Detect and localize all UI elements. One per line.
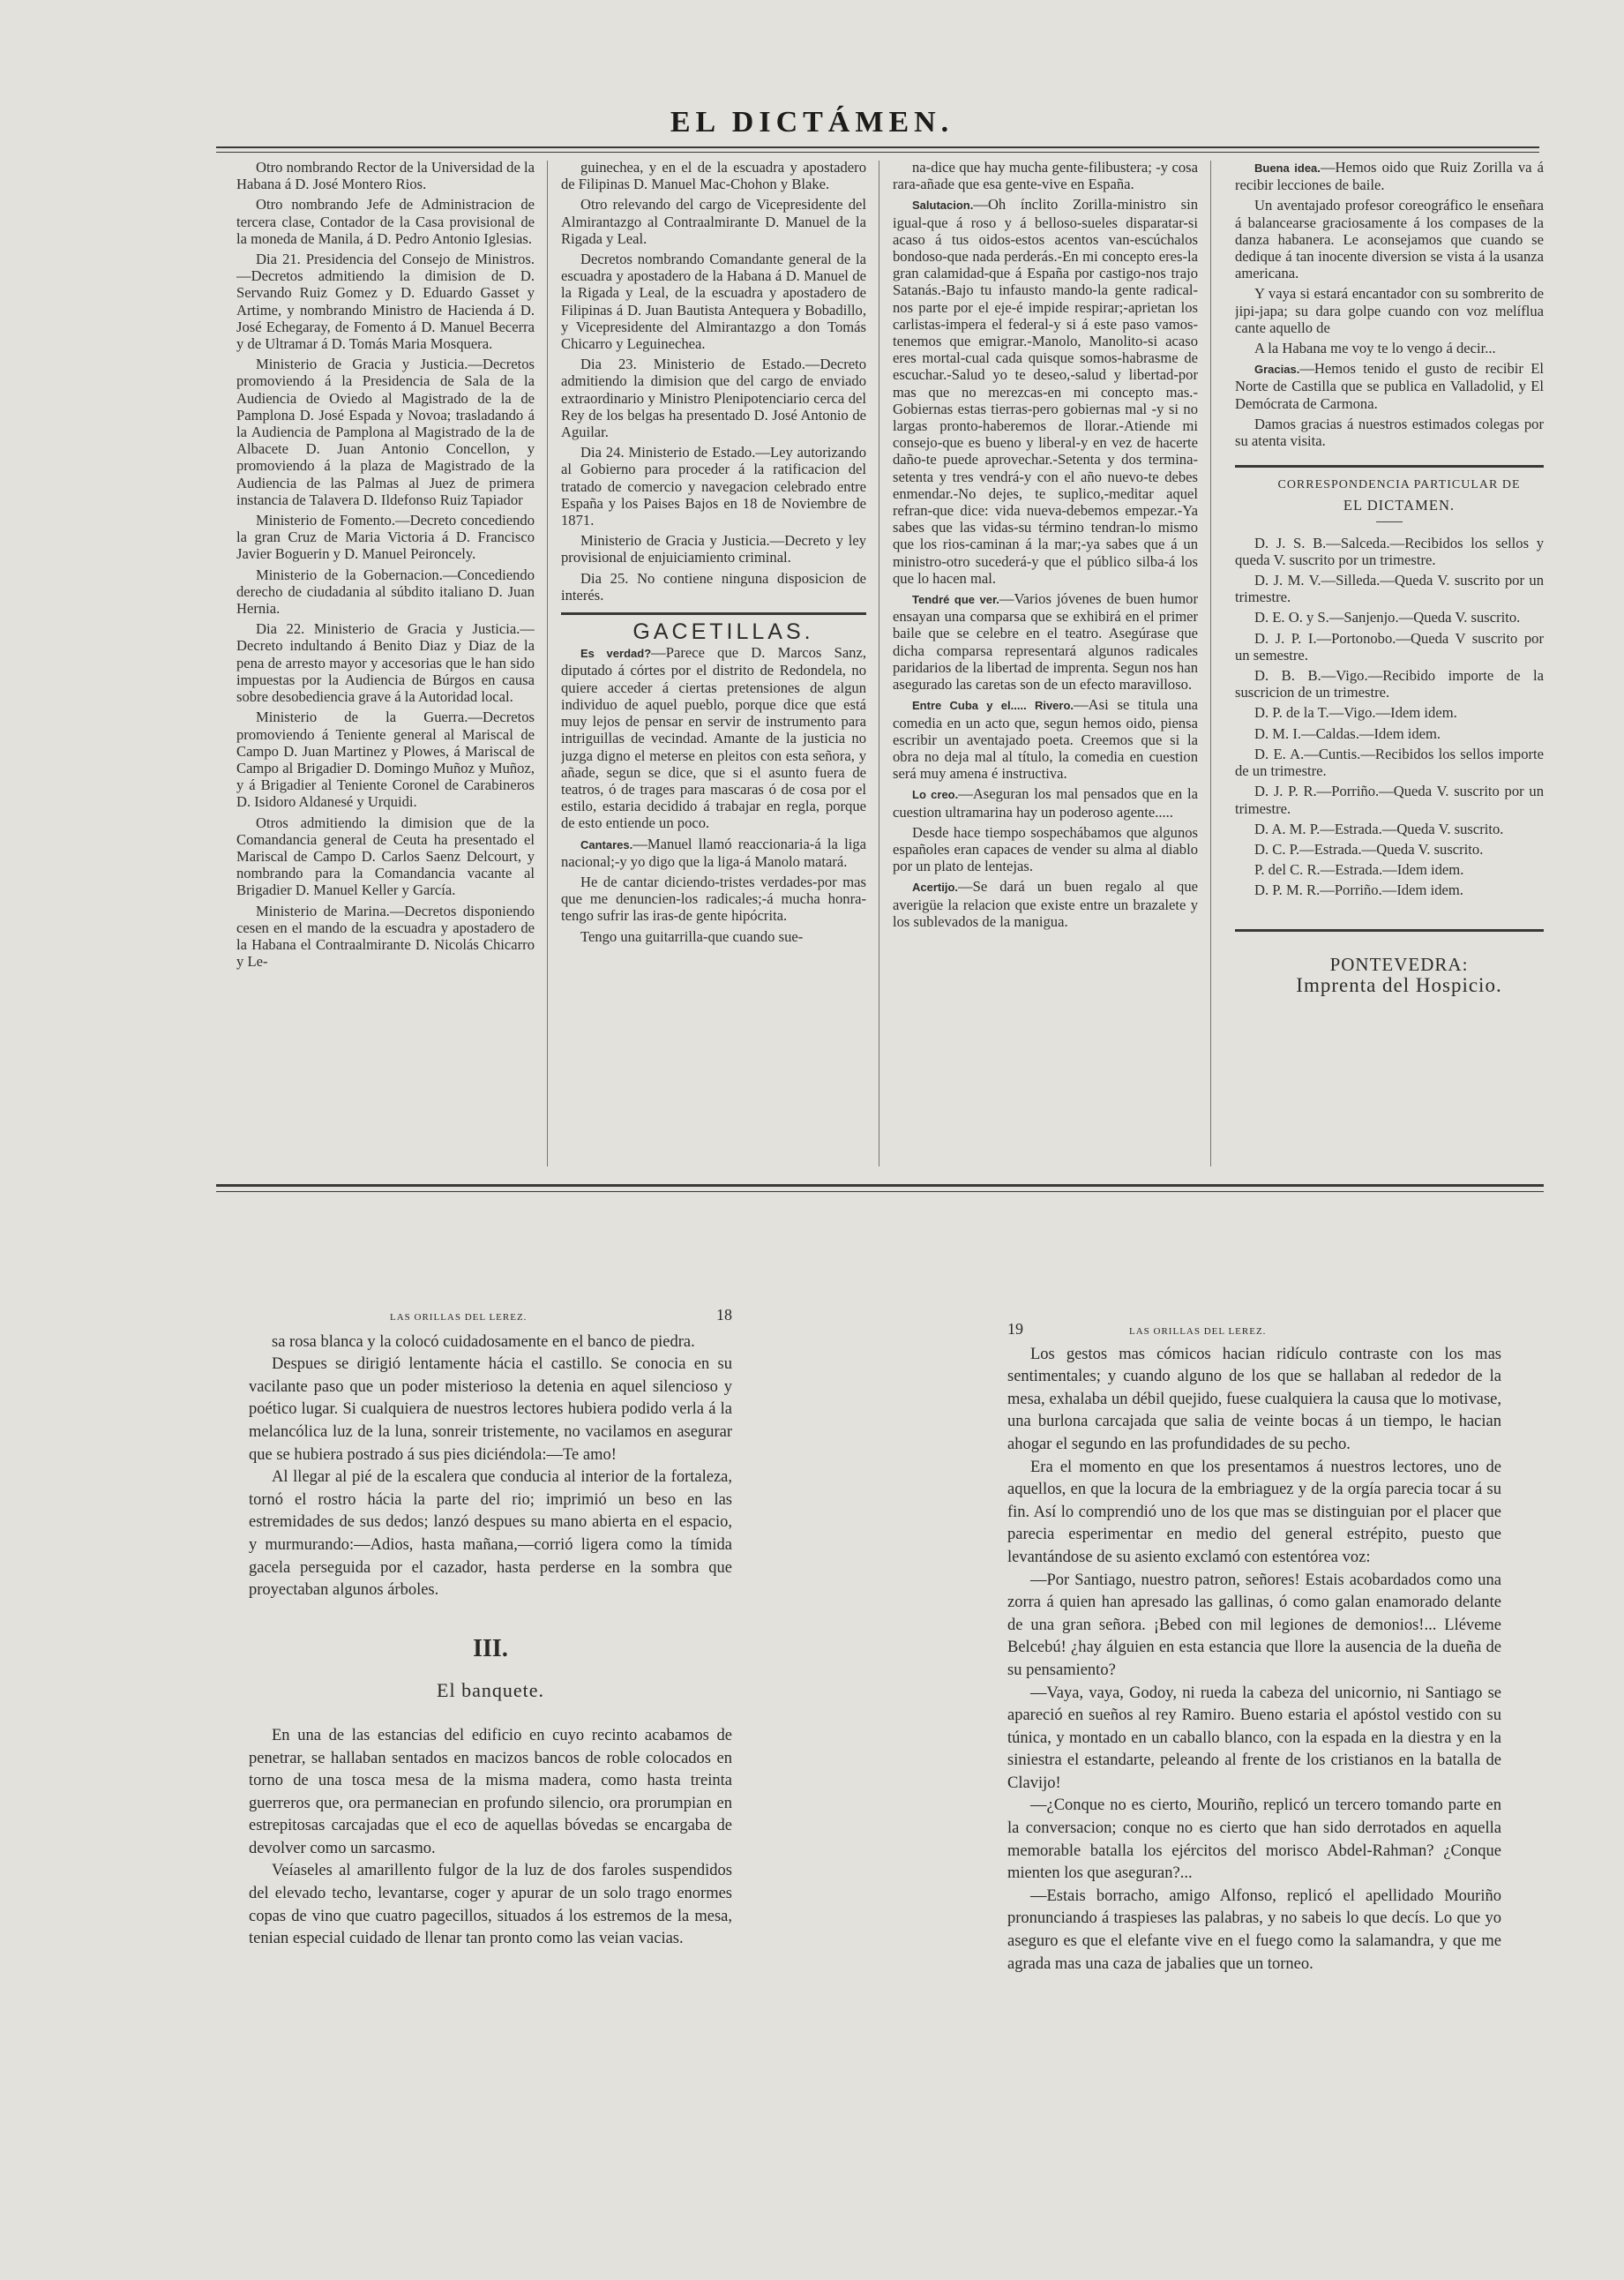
item-label: Cantares.: [580, 837, 633, 851]
short-notes: [1235, 159, 1544, 449]
right-page-number: 19: [1007, 1320, 1023, 1338]
decree-paragraph: Decretos nombrando Comandante general de la escuadra y apostadero de la Habana á D. Manuel de la Rigada y Leal, de la escuadra y apostadero de Filipinas á D. Juan Bautista Antequera y Bobadillo, y Vicepresidente del Almirantazgo a don Tomás Chicarro y Leguinechea.: [561, 251, 866, 353]
gacetilla-item: [561, 644, 866, 831]
correspondence-item: P. del C. R.—Estrada.—Idem idem.: [1254, 861, 1464, 879]
masthead: EL DICTÁMEN.: [670, 106, 954, 139]
column-3: [893, 159, 1198, 1172]
correspondence-item: D. J. S. B.—Salceda.—Recibidos los sellos y queda V. suscrito por un trimestre.: [1235, 534, 1544, 568]
chapter-number: III.: [473, 1634, 508, 1662]
column-divider-3: [1210, 161, 1211, 1166]
correspondence-short-rule: [1376, 521, 1403, 522]
correspondence-item: D. J. P. R.—Porriño.—Queda V. suscrito por un trimestre.: [1235, 783, 1544, 817]
item-text: —Oh ínclito Zorilla-ministro sin igual-que á roso y á belloso-sueles disparatar-si acaso á tus oidos-estos acentos van-escúchalos bondoso-que nada perderás.-En mi concepto eres-la gran calamidad-que á España por castigo-nos trajo Satanás.-Bajo tu infausto mando-la gente radical-nos parte por el eje-é impide respirar;-aprietan los carlistas-impera el federal-y si á este paso vamos-tenemos que emigrar.-Manolo, Manolito-si acaso eres mortal-cual cada quisque somos-habrasme de escuchar.-Salud yo te deseo,-salud y libertad-por mas que no merezcas-en mi concepto mas.-Gobiernas estas tierras-pero gobiernas mal -y si no largas pronto-haberemos de llorar.-Atiende mi consejo-que es bueno y liberal-y en vez de hacerte daño-te puede aprovechar.-Setenta y dos termina-setenta y tres vendrá-y con el año nuevo-te debes enmendar.-No dejes, te suplico,-meditar aquel refran-que dice: vida nueva-debemos empezar.-Ya sabes que las vidas-su término tendran-lo mismo que los rios-caminan á la mar;-ya sabes que á un ministro-otro sucederá-y que el público silba-á los que lo hacen mal.: [893, 196, 1198, 587]
chapter-title: El banquete.: [437, 1679, 544, 1702]
correspondence-item: D. M. I.—Caldas.—Idem idem.: [1254, 724, 1441, 742]
book-page-right: [1007, 1318, 1501, 2095]
gacetilla-item: [893, 590, 1198, 693]
gacetillas-items: [561, 644, 866, 944]
masthead-rule-bottom: [216, 152, 1539, 153]
correspondence-item: D. E. O. y S.—Sanjenjo.—Queda V. suscrito.: [1254, 609, 1521, 626]
note-item: [1235, 159, 1544, 193]
item-text: He de cantar diciendo-tristes verdades-por mas que me denuncien-los radicales;-á mucha honra-tengo sufrir las iras-de gente hipócrita.: [561, 873, 866, 925]
item-text: A la Habana me voy te lo vengo á decir...: [1254, 340, 1496, 357]
decree-paragraph: Dia 23. Ministerio de Estado.—Decreto admitiendo la dimision que del cargo de enviado extraordinario y Ministro Plenipotenciario cerca del Rey de los belgas ha presentado D. José Antonio de Aguilar.: [561, 356, 866, 441]
book-paragraph: Era el momento en que los presentamos á nuestros lectores, uno de aquellos, en que la locura de la embriaguez y de la orgía parecia tocar á su fin. Así lo comprendió uno de los que mas se distinguian por el placer que parecia esperimentar en medio del general estrépito, puesto que levantándose de su asiento exclamó con estentórea voz:: [1007, 1458, 1501, 1566]
gacetilla-item: [561, 874, 866, 925]
correspondence-item: D. P. M. R.—Porriño.—Idem idem.: [1254, 881, 1463, 899]
item-text: na-dice que hay mucha gente-filibustera; -y cosa rara-añade que esa gente-vive en España.: [893, 159, 1198, 193]
correspondence-item: D. E. A.—Cuntis.—Recibidos los sellos importe de un trimestre.: [1235, 745, 1544, 780]
correspondence-item: D. J. M. V.—Silleda.—Queda V. suscrito por un trimestre.: [1235, 572, 1544, 606]
item-text: —Hemos tenido el gusto de recibir El Norte de Castilla que se publica en Valladolid, y El Demócrata de Carmona.: [1235, 360, 1544, 412]
item-text: —Hemos oido que Ruiz Zorilla va á recibir lecciones de baile.: [1235, 159, 1544, 194]
correspondence-item: D. C. P.—Estrada.—Queda V. suscrito.: [1254, 840, 1484, 858]
correspondence-rule: [1235, 465, 1544, 468]
book-paragraph: —Por Santiago, nuestro patron, señores! Estais acobardados como una zorra á quien han apresado las gallinas, ó como galan enamorado delante de una gran señora. ¡Bebed con mil legiones de demonios!... Lléveme Belcebú! ¿hay álguien en esta estancia que llore la ausencia de la dueña de su pensamiento?: [1007, 1571, 1501, 1679]
item-label: Lo creo.: [912, 788, 959, 802]
book-paragraph: —Vaya, vaya, Godoy, ni rueda la cabeza del unicornio, ni Santiago se apareció en sueños al rey Ramiro. Bueno estaria el apóstol vestido con su túnica, y montado en un caballo blanco, con la espada en la diestra y en la siniestra el estandarte, peleando al frente de los cristianos en la batalla de Clavijo!: [1007, 1684, 1501, 1792]
item-label: Acertijo.: [912, 881, 959, 895]
item-text: Tengo una guitarrilla-que cuando sue-: [580, 927, 804, 945]
decree-paragraph: Dia 25. No contiene ninguna disposicion de interés.: [561, 569, 866, 604]
item-text: Desde hace tiempo sospechábamos que algunos españoles eran capaces de vender su alma al diablo por un plato de lentejas.: [893, 823, 1198, 875]
book-paragraph: —¿Conque no es cierto, Mouriño, replicó un tercero tomando parte en la conversacion; conque no es cierto que han sido derrotados en aquella memorable batalla los ejércitos del morisco Abdel-Rahman? ¿Conque mienten los que aseguran?...: [1007, 1796, 1501, 1883]
left-page-text: [249, 1331, 732, 1602]
book-paragraph: Los gestos mas cómicos hacian ridículo contraste con los mas sentimentales; y cuando alguno de los que se hallaban al rededor de la mesa, exhalaba un débil quejido, fuese cualquiera la causa que lo motivase, una burlona carcajada que salia de veinte bocas á un tiempo, le hacian ahogar el segundo en las profundidades de su pecho.: [1007, 1345, 1501, 1453]
item-label: Salutacion.: [912, 199, 974, 213]
book-paragraph: Veíaseles al amarillento fulgor de la luz de dos faroles suspendidos del elevado techo, levantarse, coger y apurar de un solo trago enormes copas de vino que cuatro pagecillos, situados á los estremos de la mesa, tenian especial cuidado de llenar tan pronto como las veian vacias.: [249, 1862, 732, 1948]
note-item: [1235, 285, 1544, 336]
decree-paragraph: Ministerio de la Guerra.—Decretos promoviendo á Teniente general al Mariscal de Campo D. Juan Martinez y Plowes, á Mariscal de Campo al Brigadier D. Domingo Muñoz y Muñoz, y á Brigadier al Teniente Coronel de Carabineros D. Isidoro Aldanesé y Urquidi.: [236, 709, 535, 811]
column-divider-1: [547, 161, 548, 1166]
item-text: Damos gracias á nuestros estimados colegas por su atenta visita.: [1235, 415, 1544, 450]
left-running-head: LAS ORILLAS DEL LEREZ.: [390, 1312, 528, 1323]
gacetilla-item: [893, 785, 1198, 820]
gacetilla-item: [893, 696, 1198, 782]
correspondence-heading: CORRESPONDENCIA PARTICULAR DE: [1277, 478, 1521, 492]
gacetilla-item: [893, 196, 1198, 587]
note-item: [1235, 360, 1544, 412]
gacetillas-heading: GACETILLAS.: [632, 619, 814, 645]
decree-paragraph: Otro nombrando Jefe de Administracion de tercera clase, Contador de la Casa provisional de la moneda de Manila, á D. Pedro Antonio Iglesias.: [236, 196, 535, 247]
item-text: —Se dará un buen regalo al que averigüe la relacion que existe entre un brazalete y los sublevados de la manigua.: [893, 878, 1198, 930]
gacetilla-item: [893, 159, 1198, 192]
decree-paragraph: Otros admitiendo la dimision que de la Comandancia general de Ceuta ha presentado el Mariscal de Campo D. Carlos Saenz Delcourt, y nombrando para la Comandancia vacante al Brigadier D. Manuel Keller y García.: [236, 814, 535, 899]
note-item: [1235, 197, 1544, 281]
decree-paragraph: Dia 24. Ministerio de Estado.—Ley autorizando al Gobierno para proceder á la ratificacion del tratado de comercio y navegacion celebrado entre España y los Paises Bajos en 18 de Noviembre de 1871.: [561, 444, 866, 529]
correspondence-item: D. P. de la T.—Vigo.—Idem idem.: [1254, 704, 1457, 722]
item-text: Un aventajado profesor coreográfico le enseñara á balancearse graciosamente á los compases de la danza habanera. Le aconsejamos que cuando se dedique á tan inocente diversion se vista á la usanza americana.: [1235, 197, 1544, 282]
gacetilla-item: [561, 836, 866, 870]
masthead-rule-top: [216, 146, 1539, 148]
imprint-city: PONTEVEDRA:: [1329, 953, 1469, 975]
book-paragraph: En una de las estancias del edificio en cuyo recinto acabamos de penetrar, se hallaban sentados en macizos bancos de roble colocados en torno de una tosca mesa de la misma madera, como hasta treinta guerreros que, ora permanecian en profundo silencio, ora prorumpian en estrepitosas carcajadas que el eco de aquellas bóvedas se encargaba de devolver como un sarcasmo.: [249, 1726, 732, 1857]
gacetilla-item: [561, 928, 866, 945]
book-paragraph: Al llegar al pié de la escalera que conducia al interior de la fortaleza, tornó el rostro hácia la parte del rio; imprimió un beso en las estremidades de sus dedos; lanzó despues su mano abierta en el espacio, y murmurando:—Adios, hasta mañana,—corrió ligera como la tímida gacela perseguida por el cazador, hasta perderse en la sombra que proyectaban algunos árboles.: [249, 1468, 732, 1600]
gacetilla-item: [893, 878, 1198, 930]
item-label: Gracias.: [1254, 363, 1300, 377]
note-item: [1235, 416, 1544, 449]
official-decrees-continued: [561, 159, 866, 604]
item-text: Y vaya si estará encantador con su sombrerito de jipi-japa; su dara golpe cuando con voz melíflua cante aquello de: [1235, 285, 1544, 336]
decree-paragraph: Ministerio de Gracia y Justicia.—Decreto y ley provisional de enjuiciamiento criminal.: [561, 532, 866, 566]
column-1: [236, 159, 535, 1172]
column-4: [1235, 159, 1544, 1172]
section-bottom-rule-1: [216, 1184, 1544, 1187]
left-page-text-2: [249, 1725, 732, 1951]
decree-paragraph: Ministerio de Fomento.—Decreto concediendo la gran Cruz de Maria Victoria á D. Francisco Javier Boguerin y D. Manuel Peironcely.: [236, 512, 535, 563]
gacetillas-rule: [561, 612, 866, 615]
book-page-left: [249, 1304, 732, 2081]
section-bottom-rule-2: [216, 1191, 1544, 1192]
item-text: —Manuel llamó reaccionaria-á la liga nacional;-y yo digo que la liga-á Manolo matará.: [561, 835, 866, 870]
correspondence-subheading: EL DICTAMEN.: [1343, 497, 1456, 514]
decree-paragraph: Dia 22. Ministerio de Gracia y Justicia.—Decreto indultando á Benito Diaz y Diaz de la pena de arresto mayor y accesorias que le han sido impuestas por la Audiencia de Búrgos en causa sobre desobediencia grave á la Autoridad local.: [236, 620, 535, 706]
book-paragraph: —Estais borracho, amigo Alfonso, replicó el apellidado Mouriño pronunciando á traspieses las palabras, y no sabeis lo que decís. Lo que yo aseguro es que el elefante vive en el fuego como la salamandra, y que me agrada mas una caza de jabalies que un torneo.: [1007, 1886, 1501, 1973]
decree-paragraph: Ministerio de Marina.—Decretos disponiendo cesen en el mando de la escuadra y apostadero de la Habana el Contraalmirante D. Nicolás Chicarro y Le-: [236, 902, 535, 971]
note-item: [1235, 340, 1544, 356]
decree-paragraph: Dia 21. Presidencia del Consejo de Ministros.—Decretos admitiendo la dimision de D. Servando Ruiz Gomez y D. Eduardo Gasset y Artime, y nombrando Ministro de Hacienda á D. José Echegaray, de Fomento á D. Manuel Becerra y de Ultramar á D. Tomás Maria Mosquera.: [236, 251, 535, 353]
book-paragraph: sa rosa blanca y la colocó cuidadosamente en el banco de piedra.: [272, 1332, 695, 1351]
gacetilla-item: [893, 824, 1198, 875]
item-label: Buena idea.: [1254, 161, 1321, 175]
item-label: Tendré que ver.: [912, 593, 999, 607]
right-page-text: [1007, 1344, 1501, 1976]
right-running-head: LAS ORILLAS DEL LEREZ.: [1129, 1326, 1267, 1337]
decree-paragraph: Otro relevando del cargo de Vicepresidente del Almirantazgo al Contraalmirante D. Manuel de la Rigada y Leal.: [561, 196, 866, 247]
item-label: Es verdad?: [580, 647, 652, 661]
correspondence-item: D. J. P. I.—Portonobo.—Queda V suscrito por un semestre.: [1235, 629, 1544, 664]
imprint-rule: [1235, 929, 1544, 932]
item-label: Entre Cuba y el..... Rivero.: [912, 699, 1074, 713]
correspondence-item: D. A. M. P.—Estrada.—Queda V. suscrito.: [1254, 820, 1504, 837]
decree-paragraph: Ministerio de Gracia y Justicia.—Decretos promoviendo á la Presidencia de Sala de la Audiencia de Oviedo al Magistrado de la de Pamplona D. José Espada y Novoa; trasladando á la Audiencia de Pamplona al Magistrado de la de Albacete D. Juan Antonio Concellon, y promoviendo á la plaza de Magistrado de la Audiencia de las Palmas al Juez de primera instancia de Talavera D. Ildefonso Ruiz Tapiador: [236, 356, 535, 508]
left-page-number: 18: [716, 1306, 732, 1324]
column-2: [561, 159, 866, 1172]
item-text: —Parece que D. Marcos Sanz, diputado á córtes por el distrito de Redondela, no quiere acceder á ciertas pretensiones de algun individuo de aquel pueblo, porque dice que está muy lejos de pensar en servir de instrumento para intriguillas de vecindad. Amante de la justicia no juzga digno el meterse en pleitos con esta señora, y añade, segun se dice, que si el asunto fuera de teatros, ó de trages para mascaras ó de cosa por el estilo, estaria decidido á trabajar en regla, porque de esto entiende un poco.: [561, 644, 866, 832]
imprint-name: Imprenta del Hospicio.: [1296, 973, 1502, 996]
book-paragraph: Despues se dirigió lentamente hácia el castillo. Se conocia en su vacilante paso que un poder misterioso la detenia en aquel silencioso y poético lugar. Si cualquiera de nuestros lectores hubiera podido verla á la melancólica luz de la luna, sonreir tristemente, no vacilamos en asegurar que se hubiera postrado á sus pies diciéndola:—Te amo!: [249, 1355, 732, 1464]
decree-paragraph: Ministerio de la Gobernacion.—Concediendo derecho de ciudadania al súbdito italiano D. Juan Hernia.: [236, 566, 535, 618]
decree-paragraph: guinechea, y en el de la escuadra y apostadero de Filipinas D. Manuel Mac-Chohon y Blake.: [561, 159, 866, 193]
decree-paragraph: Otro nombrando Rector de la Universidad de la Habana á D. José Montero Rios.: [236, 159, 535, 193]
correspondence-list: [1235, 535, 1544, 899]
correspondence-item: D. B. B.—Vigo.—Recibido importe de la suscricion de un trimestre.: [1235, 667, 1544, 701]
item-text: —Varios jóvenes de buen humor ensayan una comparsa que se exhibirá en el primer baile que se celebre en el teatro. Asegúrase que dicha comparsa representará algunos radicales paridarios de la libertad de imprenta. Segun nos han asegurado las caretas son de un efecto maravilloso.: [893, 590, 1198, 694]
item-text: —Asi se titula una comedia en un acto que, segun hemos oido, piensa escribir un aventajado poeta. Creemos que si la obra no deja mal al título, la comedia en cuestion será muy amena é instructiva.: [893, 696, 1198, 783]
item-text: —Aseguran los mal pensados que en la cuestion ultramarina hay un poderoso agente.....: [893, 785, 1198, 821]
